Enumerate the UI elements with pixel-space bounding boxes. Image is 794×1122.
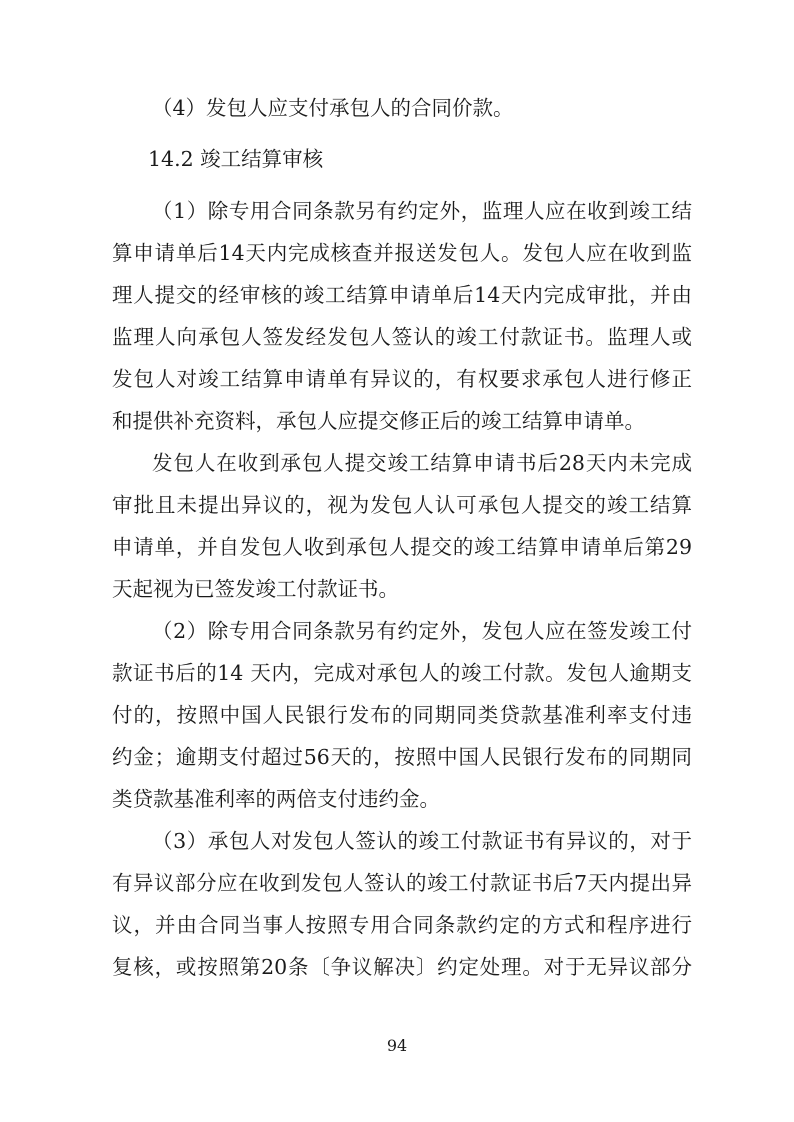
text-line: 理人提交的经审核的竣工结算申请单后14天内完成审批，并由 xyxy=(112,283,692,307)
text-line: 发包人在收到承包人提交竣工结算申请书后28天内未完成 xyxy=(152,451,692,475)
text-line: 付的，按照中国人民银行发布的同期同类贷款基准利率支付违 xyxy=(112,703,692,727)
text-line: （3）承包人对发包人签认的竣工付款证书有异议的，对于 xyxy=(152,829,692,853)
text-line: 和提供补充资料，承包人应提交修正后的竣工结算申请单。 xyxy=(112,409,645,433)
text-line: （2）除专用合同条款另有约定外，发包人应在签发竣工付 xyxy=(152,619,692,643)
text-line: 类贷款基准利率的两倍支付违约金。 xyxy=(112,787,440,811)
text-line: 监理人向承包人签发经发包人签认的竣工付款证书。监理人或 xyxy=(112,325,692,349)
text-line: 发包人对竣工结算申请单有异议的，有权要求承包人进行修正 xyxy=(112,367,692,391)
text-line: 议，并由合同当事人按照专用合同条款约定的方式和程序进行 xyxy=(112,913,692,937)
text-line: 申请单，并自发包人收到承包人提交的竣工结算申请单后第29 xyxy=(112,535,692,559)
text-line: 有异议部分应在收到发包人签认的竣工付款证书后7天内提出异 xyxy=(112,871,692,895)
text-line: （4）发包人应支付承包人的合同价款。 xyxy=(152,96,514,120)
text-line: 天起视为已签发竣工付款证书。 xyxy=(112,577,399,601)
text-line: 复核，或按照第20条〔争议解决〕约定处理。对于无异议部分 xyxy=(112,955,692,979)
text-line: 约金；逾期支付超过56天的，按照中国人民银行发布的同期同 xyxy=(112,745,692,769)
text-line: 算申请单后14天内完成核查并报送发包人。发包人应在收到监 xyxy=(112,241,692,265)
text-line: 款证书后的14 天内，完成对承包人的竣工付款。发包人逾期支 xyxy=(112,661,692,685)
section-heading: 14.2 竣工结算审核 xyxy=(148,147,324,171)
text-line: 审批且未提出异议的，视为发包人认可承包人提交的竣工结算 xyxy=(112,493,692,517)
text-line: （1）除专用合同条款另有约定外，监理人应在收到竣工结 xyxy=(152,199,692,223)
page-number: 94 xyxy=(386,1036,408,1055)
